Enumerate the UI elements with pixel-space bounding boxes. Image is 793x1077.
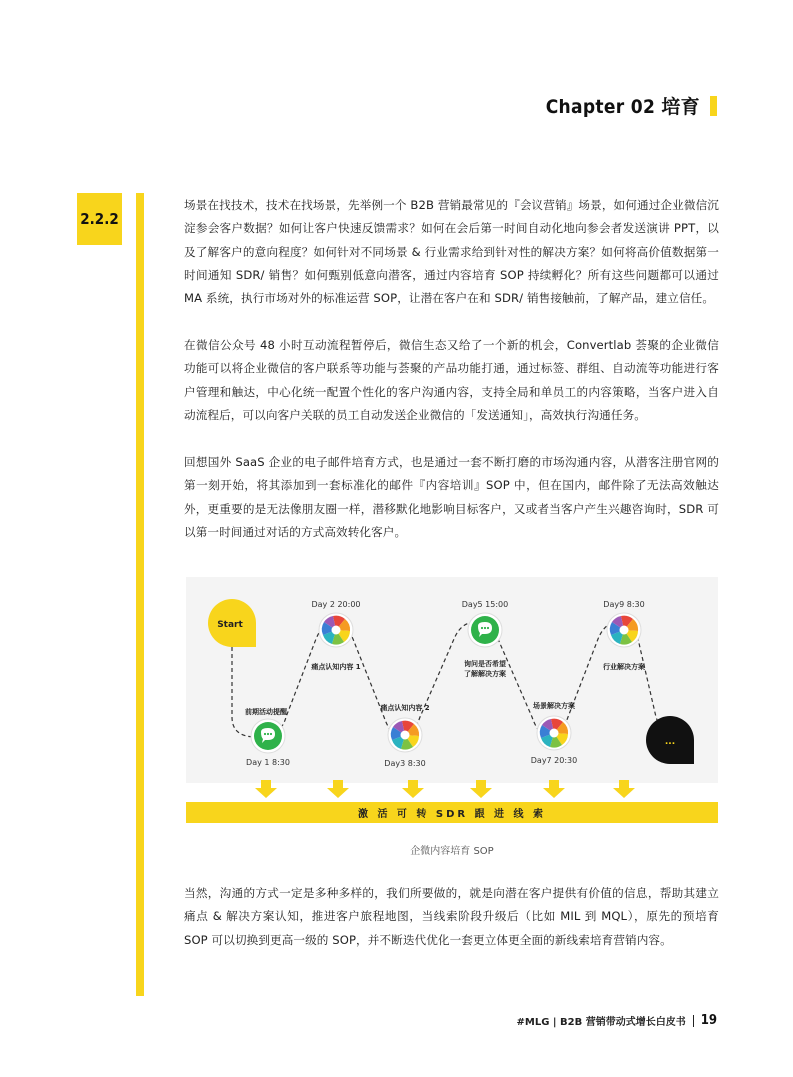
chapter-title: Chapter 02 培育 — [545, 96, 700, 118]
step-1-label: 前期活动提醒 — [245, 708, 287, 716]
down-arrow-icon — [327, 780, 349, 798]
step-6-label: 行业解决方案 — [603, 663, 645, 671]
body-paragraph-3: 回想国外 SaaS 企业的电子邮件培育方式，也是通过一套不断打磨的市场沟通内容，从潜客注册官网的第一刻开始，将其添加到一套标准化的邮件『内容培训』SOP 中，但在国内，邮件除了无法高效触达外，更重要的是无法像朋友圈一样，潜移默化地影响目标客户，又或者当客户产生兴趣咨询时，SDR 可以第一时间通过对话的方式高效转化客户。 — [184, 455, 719, 539]
aperture-icon — [537, 716, 571, 750]
wechat-chat-icon — [468, 613, 502, 647]
page-number: 19 — [700, 1013, 717, 1028]
sdr-banner — [186, 802, 718, 823]
figure-caption: 企微内容培育 SOP — [410, 846, 494, 857]
wechat-chat-icon — [251, 719, 285, 753]
down-arrow-icon — [543, 780, 565, 798]
step-4-label-line2: 了解解决方案 — [464, 670, 506, 678]
step-6-day: Day9 8:30 — [603, 600, 645, 609]
section-vertical-bar — [136, 193, 144, 996]
end-node — [646, 716, 694, 764]
aperture-icon — [319, 613, 353, 647]
step-4-label-line1: 询问是否希望 — [464, 660, 506, 668]
step-5-day: Day7 20:30 — [530, 756, 578, 765]
page-footer — [517, 1013, 718, 1028]
down-arrow-icon — [402, 780, 424, 798]
down-arrow-icon — [255, 780, 277, 798]
sdr-banner-text: 激 活 可 转 SDR 跟 进 线 索 — [357, 809, 547, 820]
step-3-label: 痛点认知内容 2 — [380, 704, 430, 712]
footer-divider — [693, 1015, 694, 1027]
start-node — [208, 599, 256, 647]
down-arrow-icon — [470, 780, 492, 798]
flow-path — [232, 622, 668, 737]
step-2-day: Day 2 20:00 — [311, 600, 361, 609]
body-paragraph-1: 场景在找技术，技术在找场景，先举例一个 B2B 营销最常见的『会议营销』场景，如何通过企业微信沉淀参会客户数据？如何让客户快速反馈需求？如何在会后第一时间自动化地向参会者发送演讲 PPT，以及了解客户的意向程度？如何针对不同场景 & 行业需求给到针对性的解决方案？如何将高价值数据第一时间通知 SDR/ 销售？如何甄别低意向潜客，通过内容培育 SOP 持续孵化？所有这些问题都可以通过 MA 系统，执行市场对外的标准运营 SOP，让潜在客户在和 SDR/ 销售接触前，了解产品，建立信任。 — [184, 198, 719, 306]
down-arrow-icon — [613, 780, 635, 798]
step-4-day: Day5 15:00 — [461, 600, 509, 609]
body-paragraph-2: 在微信公众号 48 小时互动流程暂停后，微信生态又给了一个新的机会，Convertlab 荟聚的企业微信功能可以将企业微信的客户联系等功能与荟聚的产品功能打通，通过标签、群组、自动流等功能进行客户管理和触达，中心化统一配置个性化的客户沟通内容，支持全局和单员工的内容策略，当客户进入自动流程后，可以向客户关联的员工自动发送企业微信的「发送通知」，高效执行沟通任务。 — [184, 338, 719, 422]
aperture-icon — [388, 718, 422, 752]
step-3-day: Day3 8:30 — [384, 759, 426, 768]
end-label: ... — [664, 737, 676, 747]
chapter-header — [546, 92, 717, 119]
chapter-accent-bar — [710, 96, 717, 116]
step-2-label: 痛点认知内容 1 — [311, 663, 361, 671]
down-arrows-row — [186, 776, 718, 804]
section-number: 2.2.2 — [80, 210, 119, 228]
body-paragraph-4: 当然，沟通的方式一定是多种多样的，我们所要做的，就是向潜在客户提供有价值的信息，帮助其建立痛点 & 解决方案认知，推进客户旅程地图，当线索阶段升级后（比如 MIL 到 MQL），原先的预培育 SOP 可以切换到更高一级的 SOP，并不断迭代优化一套更立体更全面的新线索培育营销内容。 — [184, 886, 719, 947]
aperture-icon — [607, 613, 641, 647]
sop-flow-diagram — [186, 577, 718, 783]
step-1-day: Day 1 8:30 — [246, 758, 290, 767]
section-number-badge — [77, 193, 122, 245]
footer-title: #MLG | B2B 营销带动式增长白皮书 — [516, 1017, 686, 1028]
start-label: Start — [217, 620, 243, 630]
step-5-label: 场景解决方案 — [533, 702, 575, 710]
